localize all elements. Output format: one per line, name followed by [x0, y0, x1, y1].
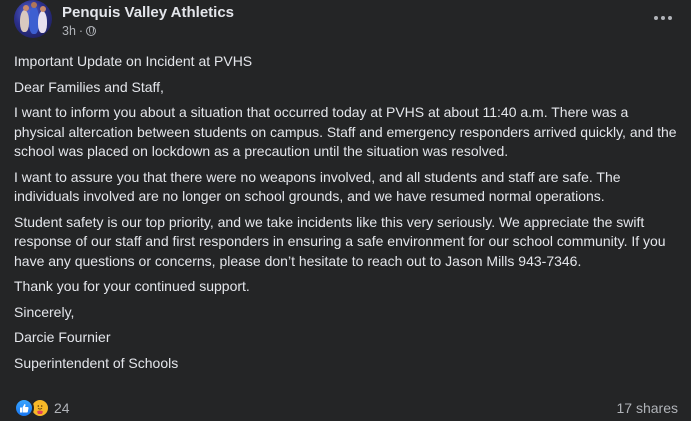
dot-icon: [668, 16, 672, 20]
post-title: Important Update on Incident at PVHS: [14, 53, 253, 69]
author-name[interactable]: Penquis Valley Athletics: [62, 4, 235, 21]
post-body: [14, 52, 679, 379]
post-signer-title: Superintendent of Schools: [14, 354, 179, 371]
dot-icon: [654, 16, 658, 20]
like-icon: [14, 398, 34, 418]
post-paragraph: I want to inform you about a situation that occurred today at PVHS at about 11:40 a.m. There was a physical altercation between students on campus. Staff and emergency responders arrived quickly, and the school was placed on lockdown as a precaution until the situation was resolved.: [14, 104, 677, 159]
shares-count[interactable]: 17 shares: [616, 400, 678, 416]
post-footer: [14, 398, 678, 420]
post-header: [14, 0, 677, 44]
dot-icon: [661, 16, 665, 20]
post-paragraph: Student safety is our top priority, and we take incidents like this very seriously. We appreciate the swift response of our staff and first responders in ensuring a safe environment for our school community. If you have any questions or concerns, please don’t hesitate to reach out to Jason Mills 943-7346.: [14, 213, 666, 269]
post-signer-name: Darcie Fournier: [14, 329, 111, 345]
post-paragraph: I want to assure you that there were no weapons involved, and all students and staff are safe. The individuals involved are no longer on school grounds, and we have resumed normal operations.: [14, 168, 621, 204]
post-meta: [62, 24, 96, 38]
post-time[interactable]: 3h: [62, 24, 76, 38]
more-options-button[interactable]: [649, 8, 677, 28]
page-avatar[interactable]: [14, 0, 52, 38]
post-greeting: Dear Families and Staff,: [14, 78, 164, 95]
reaction-count[interactable]: 24: [54, 400, 70, 416]
post-signoff: Sincerely,: [14, 303, 75, 320]
reactions-summary[interactable]: [14, 398, 70, 418]
globe-icon[interactable]: [86, 26, 96, 36]
meta-separator: ·: [78, 24, 84, 38]
post-paragraph: Thank you for your continued support.: [14, 278, 250, 294]
